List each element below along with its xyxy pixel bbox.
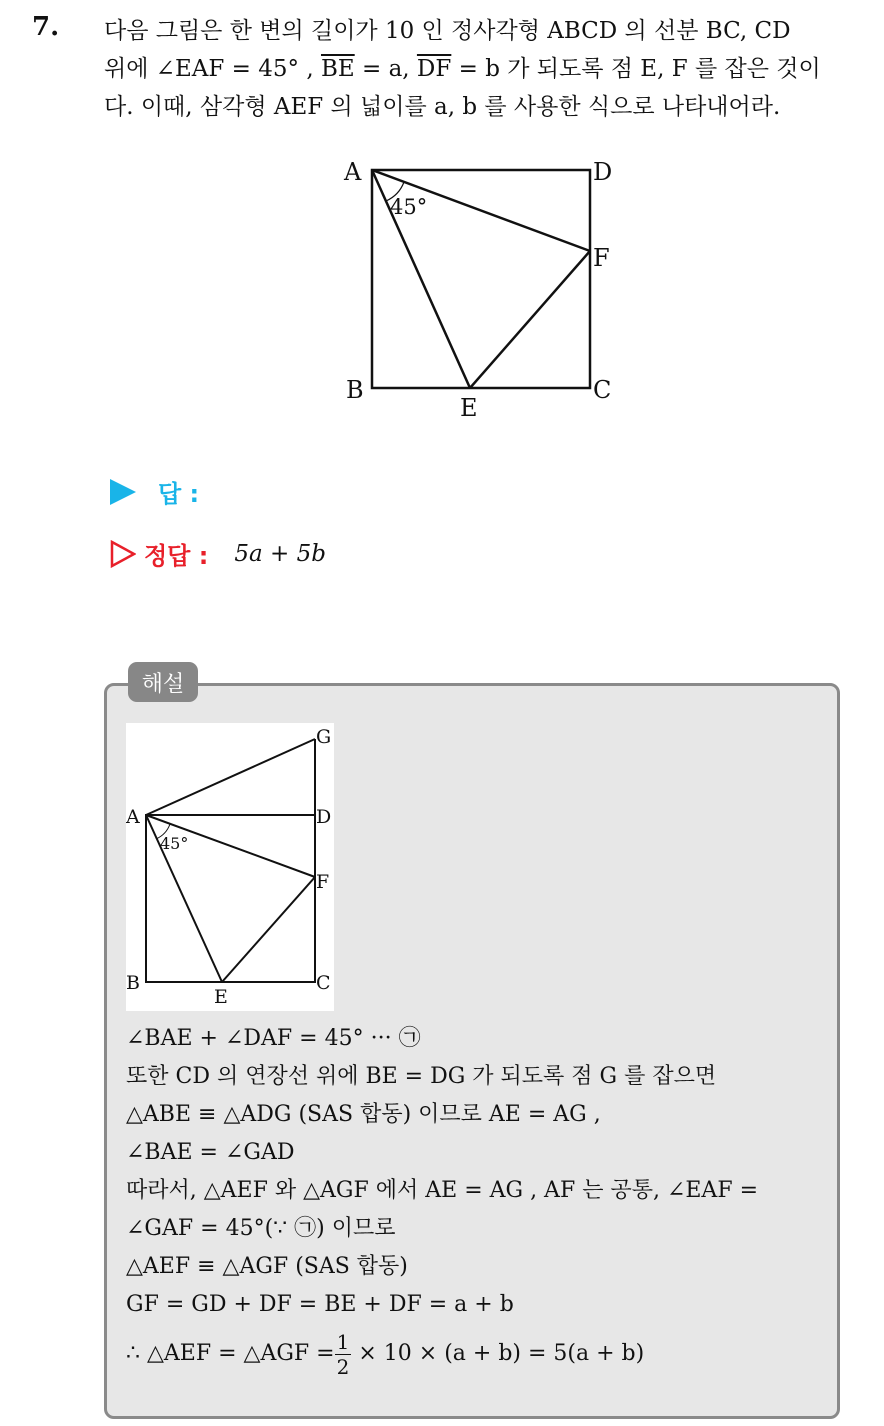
sol-label-b: B bbox=[126, 972, 140, 994]
label-c: C bbox=[593, 376, 612, 404]
label-f: F bbox=[593, 244, 610, 272]
correct-value bbox=[234, 541, 326, 567]
answer-label: 답 : bbox=[158, 480, 200, 508]
segment-be: $\overline{BE}$ bbox=[320, 56, 355, 82]
angle-label: 45° bbox=[390, 195, 428, 219]
outline-triangle-icon bbox=[110, 540, 136, 568]
solution-text bbox=[126, 1020, 836, 1384]
question-text bbox=[104, 12, 864, 126]
solution-line: △AEF ≡ △AGF (SAS 합동) bbox=[126, 1254, 408, 1279]
sol-angle-label: 45° bbox=[160, 834, 189, 853]
question-number: 7. bbox=[32, 12, 60, 42]
label-e: E bbox=[460, 394, 478, 422]
question-line-1: 다음 그림은 한 변의 길이가 10 인 정사각형 ABCD 의 선분 BC, CD bbox=[104, 18, 791, 44]
solution-line-final bbox=[126, 1324, 836, 1384]
sol-label-d: D bbox=[316, 806, 332, 828]
solution-line: ∠GAF = 45°(∵ ㉠) 이므로 bbox=[126, 1216, 396, 1241]
sol-label-a: A bbox=[126, 806, 140, 828]
question-line-2-part: = b 가 되도록 점 E, F 를 잡은 것이 bbox=[451, 56, 821, 82]
fraction-denominator: 2 bbox=[336, 1354, 350, 1379]
segment-df: $\overline{DF}$ bbox=[416, 56, 452, 82]
question-line-2-part: 위에 ∠EAF = 45° , bbox=[104, 56, 321, 82]
solution-line: 또한 CD 의 연장선 위에 BE = DG 가 되도록 점 G 를 잡으면 bbox=[126, 1064, 717, 1089]
solution-line: ∠BAE + ∠DAF = 45° ··· ㉠ bbox=[126, 1026, 421, 1051]
final-suffix: × 10 × (a + b) = 5(a + b) bbox=[358, 1341, 645, 1366]
play-triangle-icon bbox=[110, 479, 136, 505]
solution-line: 따라서, △AEF 와 △AGF 에서 AE = AG , AF 는 공통, ∠EAF = bbox=[126, 1178, 759, 1203]
sol-label-e: E bbox=[214, 986, 228, 1008]
label-b: B bbox=[346, 376, 364, 404]
solution-line: △ABE ≡ △ADG (SAS 합동) 이므로 AE = AG , bbox=[126, 1102, 601, 1127]
fraction-numerator: 1 bbox=[336, 1329, 350, 1354]
question-line-2 bbox=[104, 50, 864, 88]
sol-label-f: F bbox=[316, 871, 330, 893]
solution-line: GF = GD + DF = BE + DF = a + b bbox=[126, 1292, 514, 1317]
question-line-3: 다. 이때, 삼각형 AEF 의 넓이를 a, b 를 사용한 식으로 나타내어라. bbox=[104, 94, 781, 120]
correct-answer-row bbox=[110, 536, 326, 571]
solution-figure bbox=[126, 723, 334, 1011]
fraction bbox=[335, 1330, 352, 1379]
correct-label: 정답 : bbox=[144, 542, 209, 570]
final-prefix: ∴ △AEF = △AGF = bbox=[126, 1341, 335, 1366]
solution-line: ∠BAE = ∠GAD bbox=[126, 1140, 295, 1165]
label-a: A bbox=[344, 158, 362, 186]
question-line-2-part: = a, bbox=[354, 56, 417, 82]
correct-value-text: 5a + 5b bbox=[234, 540, 326, 567]
solution-tag: 해설 bbox=[128, 662, 198, 702]
label-d: D bbox=[593, 158, 613, 186]
sol-label-g: G bbox=[316, 726, 332, 748]
square-figure bbox=[330, 150, 630, 430]
answer-row bbox=[110, 474, 199, 509]
sol-label-c: C bbox=[316, 972, 331, 994]
